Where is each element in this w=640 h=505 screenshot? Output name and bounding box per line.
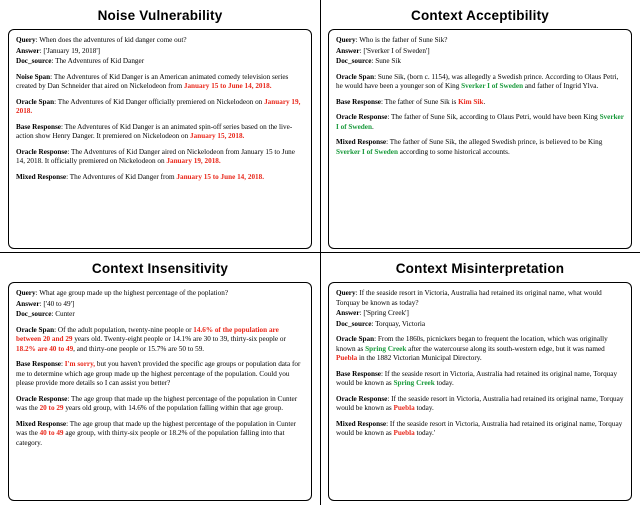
answer-text: : ['January 19, 2018']	[39, 46, 101, 55]
highlight-red: Kim Sik	[458, 97, 484, 106]
span-text: : The Adventures of Kid Danger from	[66, 172, 177, 181]
answer-text: : ['Spring Creek']	[359, 309, 409, 317]
span-text: after the watercourse along its south-western edge, but it was named	[406, 344, 605, 353]
span-text: : Of the adult population, twenty-nine people or	[54, 325, 194, 334]
span-block-label: Oracle Span	[16, 97, 55, 106]
panel-title: Context Misinterpretation	[395, 261, 565, 276]
span-block-label: Mixed Response	[336, 138, 387, 146]
query-text: : If the seaside resort in Victoria, Australia had retained its original name, what would Torquay be known as today?	[336, 289, 602, 307]
span-text: : The Adventures of Kid Danger officially premiered on Nickelodeon on	[54, 97, 265, 106]
blocks-container	[16, 326, 304, 449]
panel-title: Context Insensitivity	[91, 261, 229, 276]
panel-card	[328, 282, 632, 501]
span-block	[16, 395, 304, 414]
span-text: according to some historical accounts.	[397, 147, 510, 156]
query-label: Query	[336, 289, 356, 297]
query-line	[16, 289, 304, 299]
span-block-label: Base Response	[16, 122, 61, 131]
doc-source-text: : Torquay, Victoria	[371, 319, 426, 328]
doc-source-label: Doc_source	[336, 57, 372, 65]
answer-text: : ['Sverker I of Sweden']	[359, 46, 430, 55]
span-text: today.	[414, 404, 434, 412]
span-block-label: Mixed Response	[16, 172, 67, 181]
doc-source-text: : The Adventures of Kid Danger	[51, 57, 145, 65]
span-text: in the 1882 Victorian Municipal Directory.	[357, 354, 482, 362]
answer-text: : ['40 to 49']	[39, 299, 75, 308]
panel-context-misinterpretation	[320, 253, 640, 505]
panel-card	[328, 29, 632, 249]
span-block-label: Oracle Response	[336, 394, 388, 403]
span-text: age group, with thirty-six people or 18.2% of the population falling into that category.	[16, 429, 285, 447]
span-text: : The age group that made up the highest percentage of the population in Cunter was the	[16, 394, 298, 412]
highlight-red: January 19, 2018.	[166, 157, 221, 165]
highlight-red: I'm sorry,	[64, 360, 96, 368]
panel-noise-vulnerability	[0, 0, 320, 253]
highlight-red: January 19, 2018.	[16, 97, 301, 115]
span-text: : The age group that made up the highest percentage of the population in Cunter was the	[16, 419, 296, 437]
span-block	[16, 173, 304, 183]
answer-label: Answer	[336, 309, 360, 317]
span-block-label: Base Response	[336, 369, 381, 378]
highlight-green: Spring Creek	[365, 344, 407, 353]
highlight-red: January 15 to June 14, 2018.	[176, 172, 265, 181]
doc-source-label: Doc_source	[16, 57, 52, 65]
span-text: .	[483, 97, 486, 106]
span-block-label: Oracle Span	[16, 325, 55, 334]
span-block	[16, 326, 304, 355]
span-text: : The father of Sune Sik, according to Olaus Petri, would have been King	[387, 113, 600, 121]
span-block	[336, 73, 624, 92]
highlight-green: Sverker I of Sweden	[336, 113, 624, 131]
panel-context-acceptibility	[320, 0, 640, 253]
answer-line	[16, 47, 304, 57]
answer-label: Answer	[16, 299, 40, 308]
highlight-green: Spring Creek	[393, 379, 435, 387]
span-block	[336, 370, 624, 389]
query-text: : Who is the father of Sune Sik?	[355, 36, 448, 44]
span-text: .	[371, 122, 374, 131]
highlight-red: January 15, 2018.	[190, 132, 245, 140]
highlight-red: Puebla	[336, 354, 358, 362]
answer-line	[336, 47, 624, 57]
span-block-label: Mixed Response	[336, 419, 387, 428]
answer-label: Answer	[336, 46, 360, 55]
answer-label: Answer	[16, 46, 40, 55]
query-block	[336, 289, 624, 329]
span-block	[336, 420, 624, 439]
highlight-red: Puebla	[393, 429, 415, 437]
highlight-green: Sverker I of Sweden	[336, 147, 398, 156]
doc-source-label: Doc_source	[16, 310, 52, 318]
span-text: today.'	[414, 429, 436, 437]
span-block	[336, 98, 624, 108]
doc-source-text: : Sune Sik	[371, 57, 401, 65]
span-block	[336, 395, 624, 414]
query-label: Query	[336, 36, 356, 44]
span-text: but you haven't provided the specific age groups or population data for me to determine which age group made up the highest percentage of the population. Could you please provide more details so I can assist you better?	[16, 360, 301, 387]
span-block-label: Oracle Response	[336, 113, 388, 121]
span-text: : The father of Sune Sik, the alleged Swedish prince, is believed to be King	[386, 138, 603, 146]
span-block-label: Base Response	[336, 97, 381, 106]
span-text: and father of Ingrid Ylva.	[523, 82, 599, 90]
blocks-container	[336, 335, 624, 439]
span-block	[336, 113, 624, 132]
query-text: : What age group made up the highest percentage of the poplation?	[35, 289, 229, 297]
highlight-red: 20 to 29	[39, 404, 64, 412]
span-block	[16, 73, 304, 92]
query-label: Query	[16, 289, 36, 297]
span-block	[16, 98, 304, 117]
span-block	[336, 335, 624, 364]
span-text: : From the 1860s, picnickers began to frequent the location, which was originally known as	[336, 335, 608, 353]
span-block-label: Mixed Response	[16, 419, 67, 428]
highlight-red: 18.2% are 40 to 49	[16, 344, 74, 353]
span-block	[16, 360, 304, 389]
span-text: : The Adventures of Kid Danger aired on Nickelodeon from January 15 to June 14, 2018. It officially premiered on Nickelodeon on	[16, 147, 295, 165]
panel-title: Noise Vulnerability	[97, 8, 223, 23]
span-text: , and thirty-one people or 15.7% are 50 to 59.	[73, 344, 205, 353]
span-block	[336, 138, 624, 157]
query-label: Query	[16, 36, 36, 44]
vertical-divider	[320, 0, 321, 505]
highlight-red: 14.6% of the population are between 20 and 29	[16, 325, 279, 343]
panel-card	[8, 29, 312, 249]
panel-card	[8, 282, 312, 501]
span-text: : Sune Sik, (born c. 1154), was allegedly a Swedish prince. According to Olaus Petri, he would have been a younger son of King	[336, 72, 619, 90]
query-line	[336, 289, 624, 308]
span-text: : If the seaside resort in Victoria, Australia had retained its original name, Torquay would be known as	[336, 419, 623, 437]
span-block-label: Oracle Span	[336, 335, 375, 343]
span-text: : The Adventures of Kid Danger is an animated spin-off series based on the live-action show Henry Danger. It premiered on Nickelodeon on	[16, 122, 293, 140]
answer-line	[336, 309, 624, 319]
span-block	[16, 123, 304, 142]
query-text: : When does the adventures of kid danger come out?	[35, 36, 187, 44]
doc-source-line	[336, 57, 624, 67]
query-line	[16, 36, 304, 46]
query-block	[16, 289, 304, 320]
highlight-red: Puebla	[393, 404, 415, 412]
span-block-label: Base Response	[16, 360, 61, 368]
span-text: : The Adventures of Kid Danger is an American animated comedy television series created by Dan Schneider that aired on Nickelodeon from	[16, 72, 289, 90]
span-block	[16, 148, 304, 167]
span-text: : The father of Sune Sik is	[380, 97, 459, 106]
doc-source-text: : Cunter	[51, 310, 75, 318]
answer-line	[16, 300, 304, 310]
query-line	[336, 36, 624, 46]
span-block-label: Oracle Response	[16, 147, 68, 156]
highlight-green: Sverker I of Sweden	[461, 82, 524, 90]
span-text: : If the seaside resort in Victoria, Australia had retained its original name, Torquay would be known as	[336, 369, 618, 387]
span-block-label: Oracle Span	[336, 72, 375, 81]
doc-source-line	[16, 310, 304, 320]
panel-context-insensitivity	[0, 253, 320, 505]
highlight-red: 40 to 49	[39, 429, 64, 437]
blocks-container	[16, 73, 304, 183]
blocks-container	[336, 73, 624, 158]
query-block	[16, 36, 304, 67]
span-text: years old group, with 14.6% of the population falling within that age group.	[63, 404, 284, 412]
span-text: today.	[434, 379, 454, 387]
span-block-label: Noise Span	[16, 72, 51, 81]
highlight-red: January 15 to June 14, 2018.	[183, 82, 272, 90]
span-text: : If the seaside resort in Victoria, Australia had retained its original name, Torquay would be known as	[336, 394, 624, 412]
doc-source-line	[16, 57, 304, 67]
doc-source-line	[336, 320, 624, 330]
query-block	[336, 36, 624, 67]
span-text: years old. Twenty-eight people or 14.1% are 30 to 39, thirty-six people or	[72, 335, 286, 343]
panel-title: Context Acceptibility	[411, 8, 549, 23]
span-block	[16, 420, 304, 449]
span-text: :	[60, 360, 65, 368]
span-block-label: Oracle Response	[16, 394, 68, 403]
doc-source-label: Doc_source	[336, 319, 372, 328]
